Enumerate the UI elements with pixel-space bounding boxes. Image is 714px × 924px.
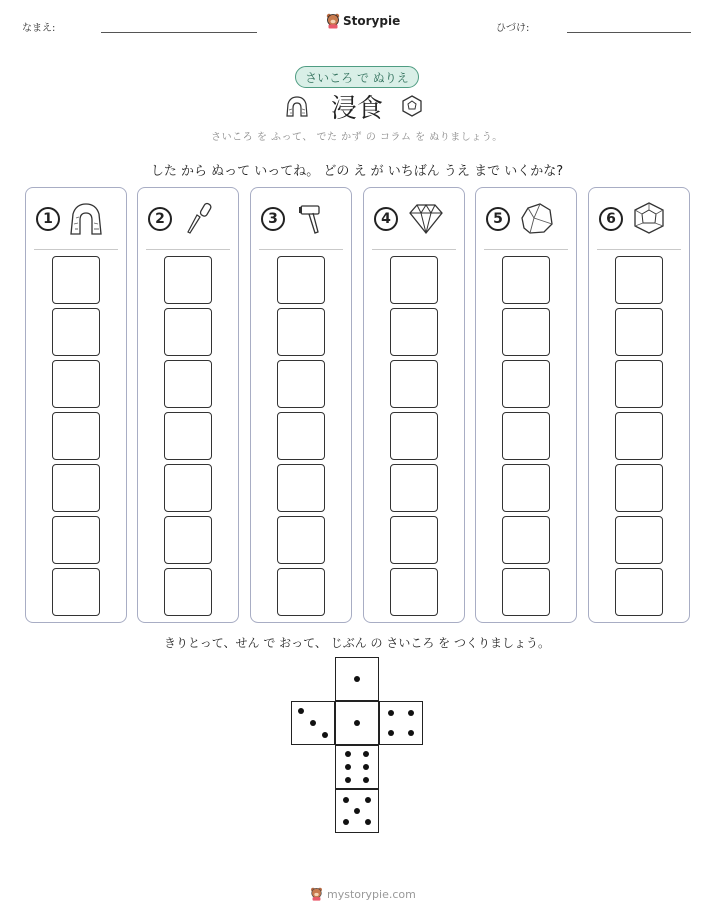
name-line[interactable]: [101, 32, 257, 33]
dice-pip: [388, 730, 394, 736]
color-box[interactable]: [390, 360, 438, 408]
color-box[interactable]: [502, 360, 550, 408]
column-4: [363, 187, 465, 623]
dice-face-3: [291, 701, 335, 745]
color-box[interactable]: [615, 308, 663, 356]
dice-pip: [354, 676, 360, 682]
color-box[interactable]: [615, 568, 663, 616]
column-divider: [34, 249, 118, 250]
dice-face-4: [379, 701, 423, 745]
column-number: 6: [599, 207, 623, 231]
color-box[interactable]: [502, 464, 550, 512]
color-box[interactable]: [52, 360, 100, 408]
column-number: 3: [261, 207, 285, 231]
column-1: [25, 187, 127, 623]
rock-icon: [518, 200, 558, 238]
color-box[interactable]: [164, 464, 212, 512]
column-number: 1: [36, 207, 60, 231]
name-label: なまえ:: [22, 23, 56, 34]
color-box[interactable]: [615, 464, 663, 512]
dice-pip: [343, 819, 349, 825]
color-box[interactable]: [390, 308, 438, 356]
date-line[interactable]: [567, 32, 691, 33]
column-divider: [484, 249, 568, 250]
dice-pip: [345, 777, 351, 783]
dice-pip: [363, 764, 369, 770]
column-3: [250, 187, 352, 623]
color-box[interactable]: [615, 256, 663, 304]
color-box[interactable]: [164, 412, 212, 460]
color-box[interactable]: [164, 308, 212, 356]
color-box[interactable]: [502, 568, 550, 616]
color-box[interactable]: [502, 516, 550, 564]
bear-mascot-icon: [326, 13, 340, 29]
color-box[interactable]: [52, 516, 100, 564]
color-box[interactable]: [615, 360, 663, 408]
color-box[interactable]: [277, 308, 325, 356]
instruction-text: した から ぬって いってね。 どの え が いちばん うえ まで いくかな?: [150, 164, 564, 179]
color-box[interactable]: [277, 568, 325, 616]
footer: [310, 887, 416, 901]
dice-pip: [408, 730, 414, 736]
dice-face-1: [335, 657, 379, 701]
dice-pip: [322, 732, 328, 738]
hammer-icon: [293, 200, 333, 238]
dice-pip: [365, 819, 371, 825]
column-number: 5: [486, 207, 510, 231]
dice-pip: [345, 751, 351, 757]
color-box[interactable]: [164, 256, 212, 304]
color-box[interactable]: [52, 308, 100, 356]
color-box[interactable]: [52, 568, 100, 616]
chisel-icon: [180, 200, 220, 238]
color-box[interactable]: [390, 412, 438, 460]
cut-instruction: きりとって、せん で おって、 じぶん の さいころ を つくりましょう。: [164, 636, 550, 650]
gem-icon: [400, 94, 424, 118]
footer-url[interactable]: mystorypie.com: [327, 887, 416, 901]
dice-pip: [365, 797, 371, 803]
dice-face-6: [335, 745, 379, 789]
diamond-icon: [406, 200, 446, 238]
dice-pip: [354, 720, 360, 726]
subtitle: さいころ を ふって、 でた かず の コラム を ぬりましょう。: [211, 132, 503, 143]
dice-pip: [345, 764, 351, 770]
color-box[interactable]: [615, 516, 663, 564]
color-box[interactable]: [502, 256, 550, 304]
column-5: [475, 187, 577, 623]
color-box[interactable]: [390, 568, 438, 616]
dice-face-5: [335, 789, 379, 833]
column-number: 4: [374, 207, 398, 231]
column-6: [588, 187, 690, 623]
color-box[interactable]: [52, 256, 100, 304]
color-box[interactable]: [164, 568, 212, 616]
color-box[interactable]: [277, 360, 325, 408]
brand-logo: [326, 13, 400, 29]
column-divider: [146, 249, 230, 250]
column-divider: [597, 249, 681, 250]
column-divider: [372, 249, 456, 250]
dice-pip: [363, 777, 369, 783]
color-box[interactable]: [390, 464, 438, 512]
gem-icon: [631, 200, 671, 238]
bear-mascot-icon: [310, 887, 323, 901]
color-box[interactable]: [390, 256, 438, 304]
color-box[interactable]: [502, 412, 550, 460]
dice-face-1: [335, 701, 379, 745]
dice-pip: [298, 708, 304, 714]
color-box[interactable]: [277, 256, 325, 304]
column-2: [137, 187, 239, 623]
color-box[interactable]: [277, 464, 325, 512]
color-box[interactable]: [390, 516, 438, 564]
dice-pip: [388, 710, 394, 716]
page-title: 浸食: [330, 94, 383, 124]
color-box[interactable]: [277, 412, 325, 460]
dice-pip: [354, 808, 360, 814]
color-box[interactable]: [52, 412, 100, 460]
activity-badge: さいころ で ぬりえ: [295, 66, 419, 88]
rock-arch-icon: [68, 200, 108, 238]
color-box[interactable]: [52, 464, 100, 512]
color-box[interactable]: [615, 412, 663, 460]
dice-pip: [310, 720, 316, 726]
dice-pip: [408, 710, 414, 716]
column-number: 2: [148, 207, 172, 231]
dice-pip: [343, 797, 349, 803]
color-box[interactable]: [164, 360, 212, 408]
color-box[interactable]: [164, 516, 212, 564]
column-divider: [259, 249, 343, 250]
dice-pip: [363, 751, 369, 757]
color-box[interactable]: [502, 308, 550, 356]
color-box[interactable]: [277, 516, 325, 564]
date-label: ひづけ:: [496, 23, 530, 34]
brand-name: Storypie: [343, 14, 401, 28]
